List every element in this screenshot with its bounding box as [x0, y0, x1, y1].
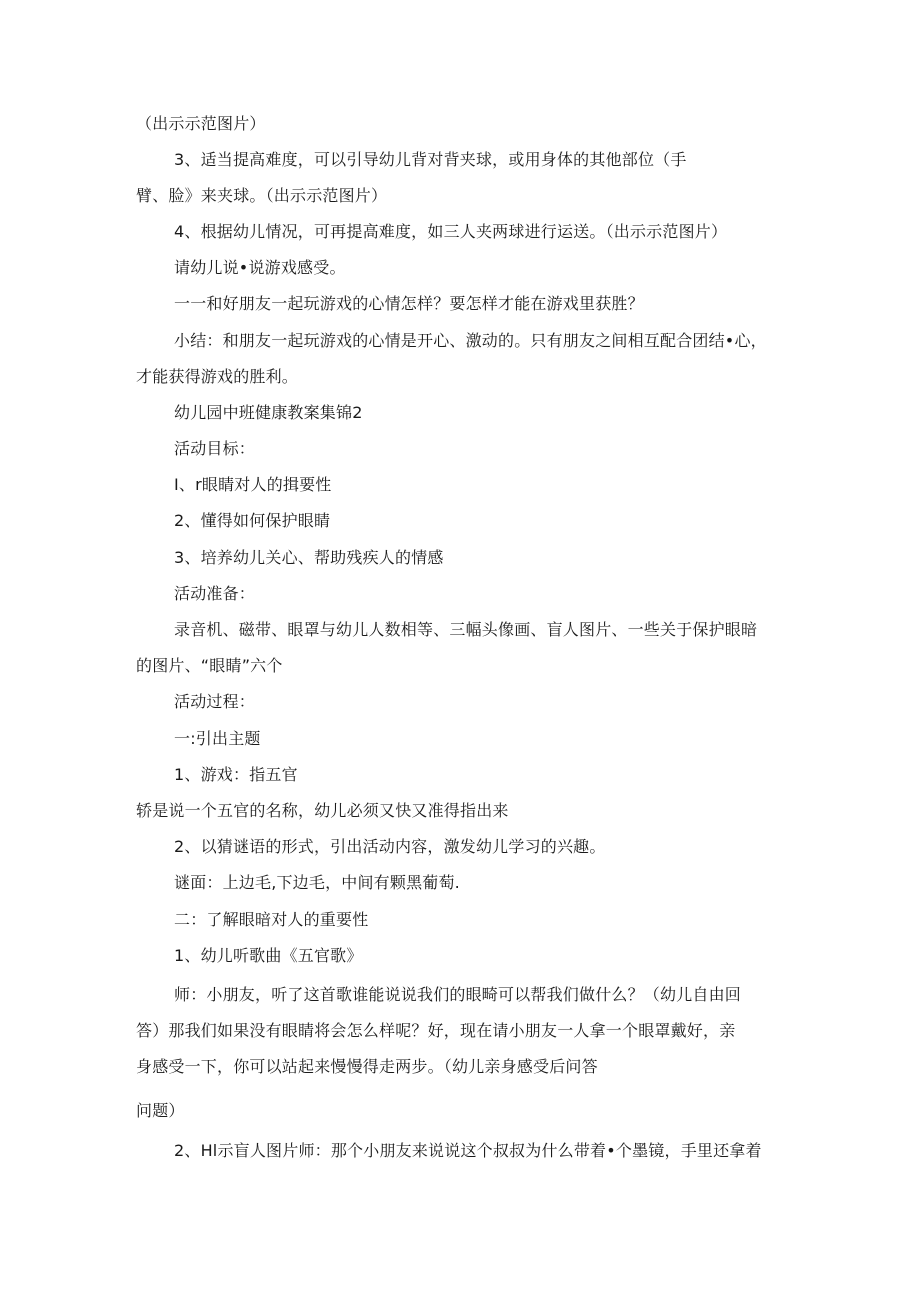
text-line-2: 3、适当提高难度，可以引导幼儿背对背夹球，或用身体的其他部位（手 [174, 150, 687, 169]
text-line-11: I、r眼睛对人的揖要性 [174, 475, 332, 494]
text-line-13: 3、培养幼儿关心、帮助残疾人的情感 [174, 548, 444, 567]
text-line-14: 活动准备： [174, 584, 256, 603]
text-line-12: 2、懂得如何保护眼睛 [174, 511, 331, 530]
text-line-7: 小结：和朋友一起玩游戏的心情是开心、激动的。只有朋友之间相互配合团结•心， [174, 331, 767, 350]
text-line-22: 谜面：上边毛,下边毛，中间有颗黑葡萄. [174, 873, 460, 892]
text-line-19: 1、游戏：指五官 [174, 765, 298, 784]
text-line-18: 一:引出主题 [174, 729, 261, 748]
text-line-29: 2、Hl示盲人图片师：那个小朋友来说说这个叔叔为什么带着•个墨镜，手里还拿着 [174, 1141, 762, 1160]
text-line-26: 答）那我们如果没有眼睛将会怎么样呢？好，现在请小朋友一人拿一个眼罩戴好，亲 [136, 1021, 736, 1040]
text-line-8: 才能获得游戏的胜利。 [136, 367, 299, 386]
text-line-4: 4、根据幼儿情况，可再提高难度，如三人夹两球进行运送。（出示示范图片） [174, 222, 728, 241]
text-line-6: 一一和好朋友一起玩游戏的心情怎样？要怎样才能在游戏里获胜？ [174, 294, 644, 313]
text-line-28: 问题） [136, 1101, 185, 1120]
text-line-15: 录音机、磁带、眼罩与幼儿人数相等、三幅头像画、盲人图片、一些关于保护眼暗 [174, 620, 758, 639]
text-line-24: 1、幼儿听歌曲《五官歌》 [174, 946, 363, 965]
text-line-1: （出示示范图片） [136, 114, 266, 133]
text-line-5: 请幼儿说•说游戏感受。 [174, 258, 346, 277]
text-line-25: 师：小朋友，听了这首歌谁能说说我们的眼畸可以帮我们做什么？（幼儿自由回 [174, 985, 742, 1004]
text-line-27: 身感受一下，你可以站起来慢慢得走两步。（幼儿亲身感受后问答 [136, 1057, 598, 1076]
section-title: 幼儿园中班健康教案集锦2 [174, 403, 363, 422]
text-line-23: 二：了解眼暗对人的重要性 [174, 910, 369, 929]
text-line-21: 2、以猜谜语的形式，引出活动内容，激发幼儿学习的兴趣。 [174, 837, 606, 856]
text-line-3: 臂、脸》来夹球。（出示示范图片） [136, 186, 388, 205]
text-line-17: 活动过程： [174, 692, 256, 711]
text-line-10: 活动目标： [174, 439, 256, 458]
text-line-20: 轿是说一个五官的名称，幼儿必须又快又准得指出来 [136, 801, 509, 820]
text-line-16: 的图片、“眼睛”六个 [136, 656, 283, 675]
